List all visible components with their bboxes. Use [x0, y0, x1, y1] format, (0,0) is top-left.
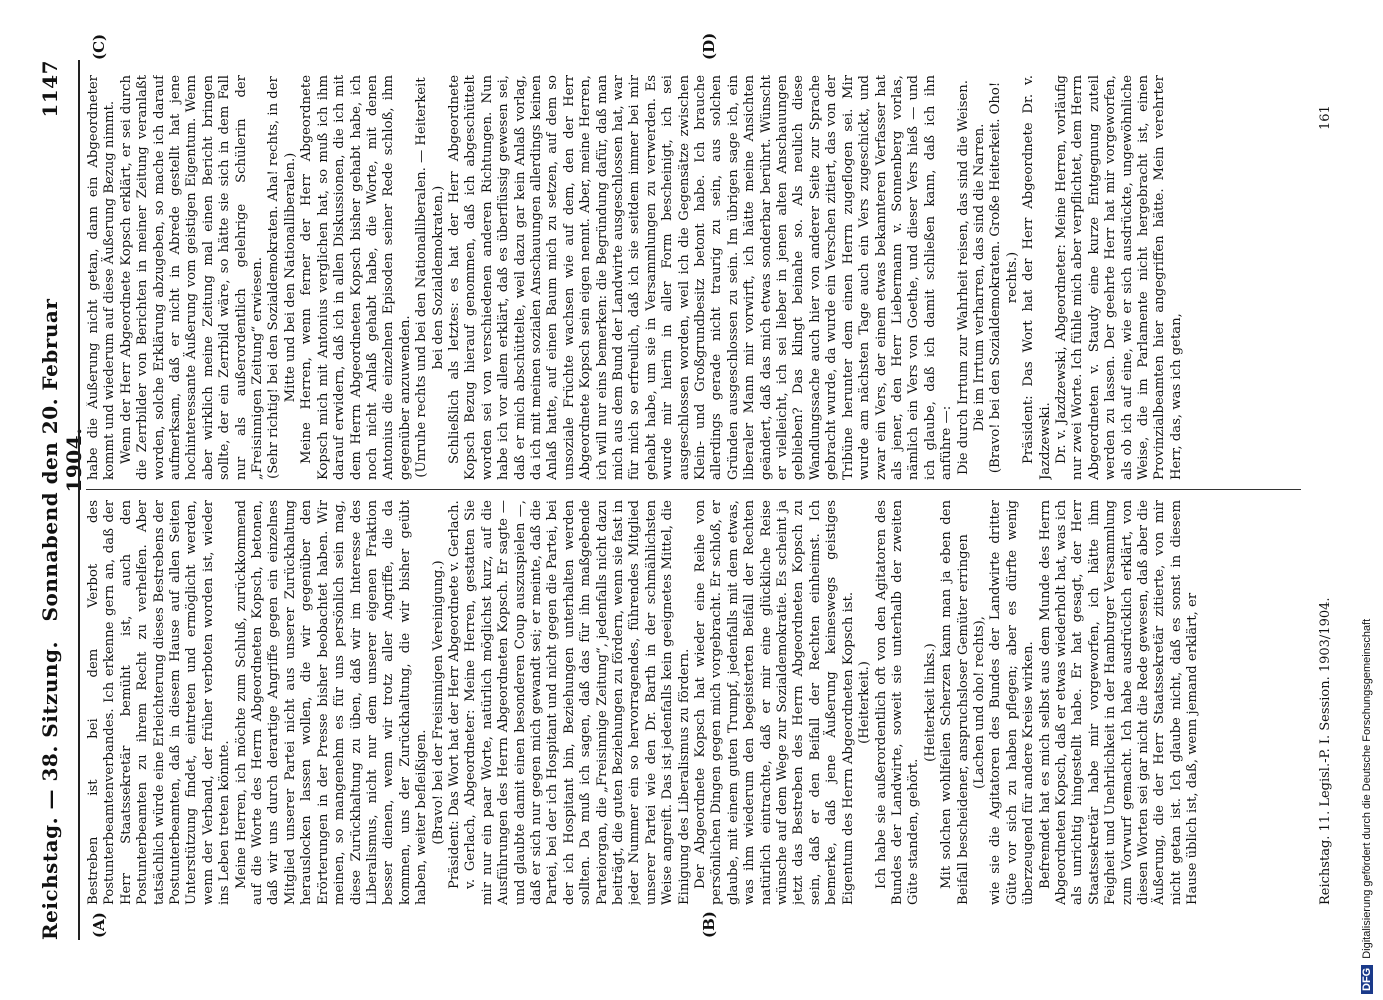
interjection: (Unruhe rechts und bei den Nationalliberalen. — Heiterkeit bei den Sozialdemokraten.) — [414, 77, 446, 478]
paragraph: Ich habe sie außerordentlich oft von den Agitatoren des Bundes der Landwirte, soweit sie unterhalb der zweiten Güte standen, gehört. — [873, 500, 922, 905]
paragraph: Schließlich als letztes: es hat der Herr Abgeordnete Kopsch Bezug hierauf genommen, daß ich abgeschüttelt worden sei von verschiedenen anderen Richtungen. Nun habe ich vor allem erklärt, daß es überflüssig gewesen sei, daß er mich abschüttelte, weil dazu gar kein Anlaß vorlag, da ich mit meinen sozialen Anschauungen allerdings keinen Anlaß hatte, auf einen Baum mich zu setzen, auf dem so unsoziale Früchte wachsen wie auf dem, den der Herr Abgeordnete Kopsch sein eigen nennt. Aber, meine Herren, ich will nur eins bemerken: die Begründung dafür, daß man mich aus dem Bund der Landwirte ausgeschlossen hat, war für mich so erfreulich, daß ich sie seitdem immer bei mir gehabt habe, um sie in Versammlungen zu verwerden. Es wurde mir hierin in aller Form bescheinigt, ich sei ausgeschlossen worden, weil ich die Gegensätze zwischen Klein- und Großgrundbesitz betont habe. Ich brauche allerdings gerade nicht traurig zu sein, aus solchen Gründen ausgeschlossen zu sein. Im übrigen sage ich, ein liberaler Mann mir vorwirft, ich hätte meine Ansichten geändert, daß das mich etwas sonderbar berührt. Wünscht er vielleicht, ich sei lieber in jenen alten Anschauungen geblieben? Das klingt beinahe so. Als neulich diese Wandlungssache auch hier von anderer Seite zur Sprache gebracht wurde, da wurde ein Verschen zitiert, das von der Tribüne herunter dem einen Herrn zugeflogen sei. Mir wurde am nächsten Tage auch ein Vers zugeschickt, und zwar ein Vers, der einem etwas bekannteren Verfasser hat als jener, den Herr Liebermann v. Sonnenberg vorlas, nämlich ein Vers von Goethe, und dieser Vers hieß — und ich glaube, daß ich damit schließen kann, daß ich ihn anführe —: — [446, 75, 955, 480]
interjection: (Sehr richtig! bei den Sozialdemokraten. Aha! rechts, in der Mitte und bei den Nationalliberalen.) — [266, 76, 298, 479]
dfg-credit: Digitalisierung gefördert durch die Deutsche Forschungsgemeinschaft — [1361, 618, 1373, 959]
paragraph: Bestreben ist bei dem Verbot des Postunterbeamtenverbandes. Ich erkenne gern an, daß der Herr Staatssekretär bemüht ist, auch den Postunterbeamten zu ihrem Recht zu verhelfen. Aber tatsächlich würde eine Erleichterung dieses Bestrebens der Postunterbeamten, daß in diesem Hause auf allen Seiten Unterstützung findet, eintreten und ermöglicht werden, wenn der Verband, der früher verboten worden ist, wieder ins Leben treten könnte. — [86, 500, 233, 905]
speaker-line: Präsident: Das Wort hat der Herr Abgeordnete v. Gerlach. — [446, 500, 462, 889]
paragraph: Wenn der Herr Abgeordnete Kopsch erklärt, er sei durch die Zerrbilder von Berichten in meiner Zeitung veranlaßt worden, solche Erklärung abzugeben, so mache ich darauf aufmerksam, daß er nicht in Abrede gestellt hat jene hochinteressante Äußerung vom geistigen Eigentum. Wenn aber wirklich meine Zeitung mal einen Bericht bringen sollte, der ein Zerrbild wäre, so hätte sie sich in dem Fall nur als außerordentlich gelehrige Schülerin der „Freisinnigen Zeitung“ erwiesen. — [118, 75, 266, 480]
verse: Die im Irrtum verharren, das sind die Narren. — [971, 123, 987, 432]
right-column — [86, 75, 1336, 480]
interjection: (Heiterkeit links.) — [922, 643, 938, 762]
dfg-logo: DFG — [1361, 965, 1373, 994]
paragraph: Befremdet hat es mich selbst aus dem Munde des Herrn Abgeordneten Kopsch, daß er etwas wiederholt hat, was ich als unrichtig hingestellt habe. Er hat gesagt, der Herr Staatssekretär habe mir vorgeworfen, ich hätte ihm Feigheit und Unehrlichkeit in der Hamburger Versammlung zum Vorwurf gemacht. Ich habe ausdrücklich erklärt, von diesen Worten sei gar nicht die Rede gewesen, daß aber die Äußerung, die der Herr Staatssekretär zitierte, von mir nicht getan ist. Ich glaube nicht, daß es sonst in diesem Hause üblich ist, daß, wenn jemand erklärt, er — [1037, 500, 1201, 905]
paragraph: habe die Äußerung nicht getan, dann ein Abgeordneter kommt und wiederum auf diese Äußerung Bezug nimmt. — [86, 75, 118, 480]
paragraph: v. Gerlach, Abgeordneter: Meine Herren, gestatten Sie mir nur ein paar Worte, natürlich möglichst kurz, auf die Ausführungen des Herrn Abgeordneten Kopsch. Er sagte — und glaubte damit einen besonderen Coup auszuspielen —, daß er sich nur gegen mich gewandt sei; er meinte, daß die Partei, bei der ich Hospitant und nicht gegen die Partei, bei der ich Hospitant bin, Beziehungen unterhalten werden sollten. Da muß ich sagen, daß das für ihn maßgebende Parteiorgan, die „Freisinnige Zeitung“, jedenfalls nicht dazu beiträgt, die guten Beziehungen zu fördern, wenn sie fast in jeder Nummer ein so hervorragendes, führendes Mitglied unserer Partei wie den Dr. Barth in der schmählichsten Weise angreift. Das ist jedenfalls kein geeignetes Mittel, die Einigung des Liberalismus zu fördern. — [463, 500, 692, 905]
interjection: (Bravo! bei der Freisinnigen Vereinigung.) — [430, 560, 446, 845]
dfg-sidebar — [1361, 6, 1379, 994]
header-rule — [78, 60, 80, 940]
paragraph: Meine Herren, wenn ferner der Herr Abgeordnete Kopsch mich mit Antonius verglichen hat, so muß ich ihm darauf erwidern, daß ich in allen Diskussionen, die ich mit dem Herrn Abgeordneten Kopsch bisher gehabt habe, ich noch nicht Anlaß gehabt habe, die Worte, mit denen Antonius die einzelnen Episoden seiner Rede schloß, ihm gegenüber anzuwenden. — [299, 75, 413, 480]
header-left: Reichstag. — 38. Sitzung. — [38, 641, 62, 940]
page-header — [32, 60, 86, 940]
paragraph: Mit solchen wohlfeilen Scherzen kann man ja eben den Beifall bescheidener, anspruchsloser Gemüter erringen — [939, 500, 971, 905]
footer-citation: Reichstag. 11. Legisl.-P. I. Session. 1903/1904. — [1318, 597, 1333, 905]
speaker-line: Präsident: Das Wort hat der Herr Abgeordnete Dr. v. Jazdzewski. — [1021, 75, 1053, 480]
marker-d: (D) — [700, 32, 718, 60]
paragraph: Meine Herren, ich möchte zum Schluß, zurückkommend auf die Worte des Herrn Abgeordneten Kopsch, betonen, daß wir uns durch derartige Angriffe gegen ein einzelnes Mitglied unserer Partei nicht aus unserer Zurückhaltung herauslocken lassen wollen, die wir gegenüber den Erörterungen in der Presse bisher beobachtet haben. Wir meinen, so mangenehm es für uns persönlich sein mag, diese Zurückhaltung zu üben, daß wir im Interesse des Liberalismus, nicht nur dem unserer eigenen Fraktion besser dienen, wenn wir trotz aller Angriffe, die da kommen, uns der Zurückhaltung, die wir bisher geübt haben, weiter befleißigen. — [233, 500, 430, 905]
paragraph: Dr. v. Jazdzewski, Abgeordneter: Meine Herren, vorläufig nur zwei Worte. Ich fühle mich aber verpflichtet, dem Herrn Abgeordneten v. Staudy eine kurze Entgegnung zuteil werden zu lassen. Der geehrte Herr hat mir vorgeworfen, als ob ich auf eine, wie er sich ausdrückte, ungewöhnliche Weise, die im Parlamente nicht hergebracht ist, einen Provinzialbeamten hier angegriffen hätte. Mein verehrter Herr, das, was ich getan, — [1053, 75, 1184, 480]
interjection: (Heiterkeit.) — [857, 661, 873, 744]
left-column — [86, 500, 1336, 905]
marker-b: (B) — [700, 911, 718, 938]
footer-signature: 161 — [1318, 105, 1333, 130]
column-divider — [86, 489, 1301, 490]
interjection: (Lachen und oho! rechts), — [971, 616, 987, 790]
page-number: 1147 — [38, 60, 62, 118]
paragraph: wie sie die Agitatoren des Bundes der Landwirte dritter Güte vor sich zu haben pflegen; aber es dürfte wenig überzeugend für andere Kreise wirken. — [988, 500, 1037, 905]
paragraph: Der Abgeordnete Kopsch hat wieder eine Reihe von persönlichen Dingen gegen mich vorgebracht. Er schloß, er glaube, mit einem guten Trumpf, jedenfalls mit dem etwas, was ihm wiederum den begeisterten Beifall der Rechten natürlich eintrachte, daß er mir eine glückliche Reise wünsche auf dem Wege zur Sozialdemokratie. Es scheint ja jetzt das Bestreben des Herrn Abgeordneten Kopsch zu sein, daß er den Beifall der Rechten einheimst. Ich bemerke, daß jene Äußerung keineswegs geistiges Eigentum des Herrn Abgeordneten Kopsch ist. — [693, 500, 856, 905]
verse: Die durch Irrtum zur Wahrheit reisen, das sind die Weisen. — [955, 80, 971, 475]
interjection: (Bravo! bei den Sozialdemokraten. Große Heiterkeit. Oho! rechts.) — [988, 81, 1020, 474]
marker-c: (C) — [90, 33, 108, 60]
marker-a: (A) — [90, 912, 108, 938]
header-date: Sonnabend den 20. Februar 1904. — [38, 298, 86, 622]
